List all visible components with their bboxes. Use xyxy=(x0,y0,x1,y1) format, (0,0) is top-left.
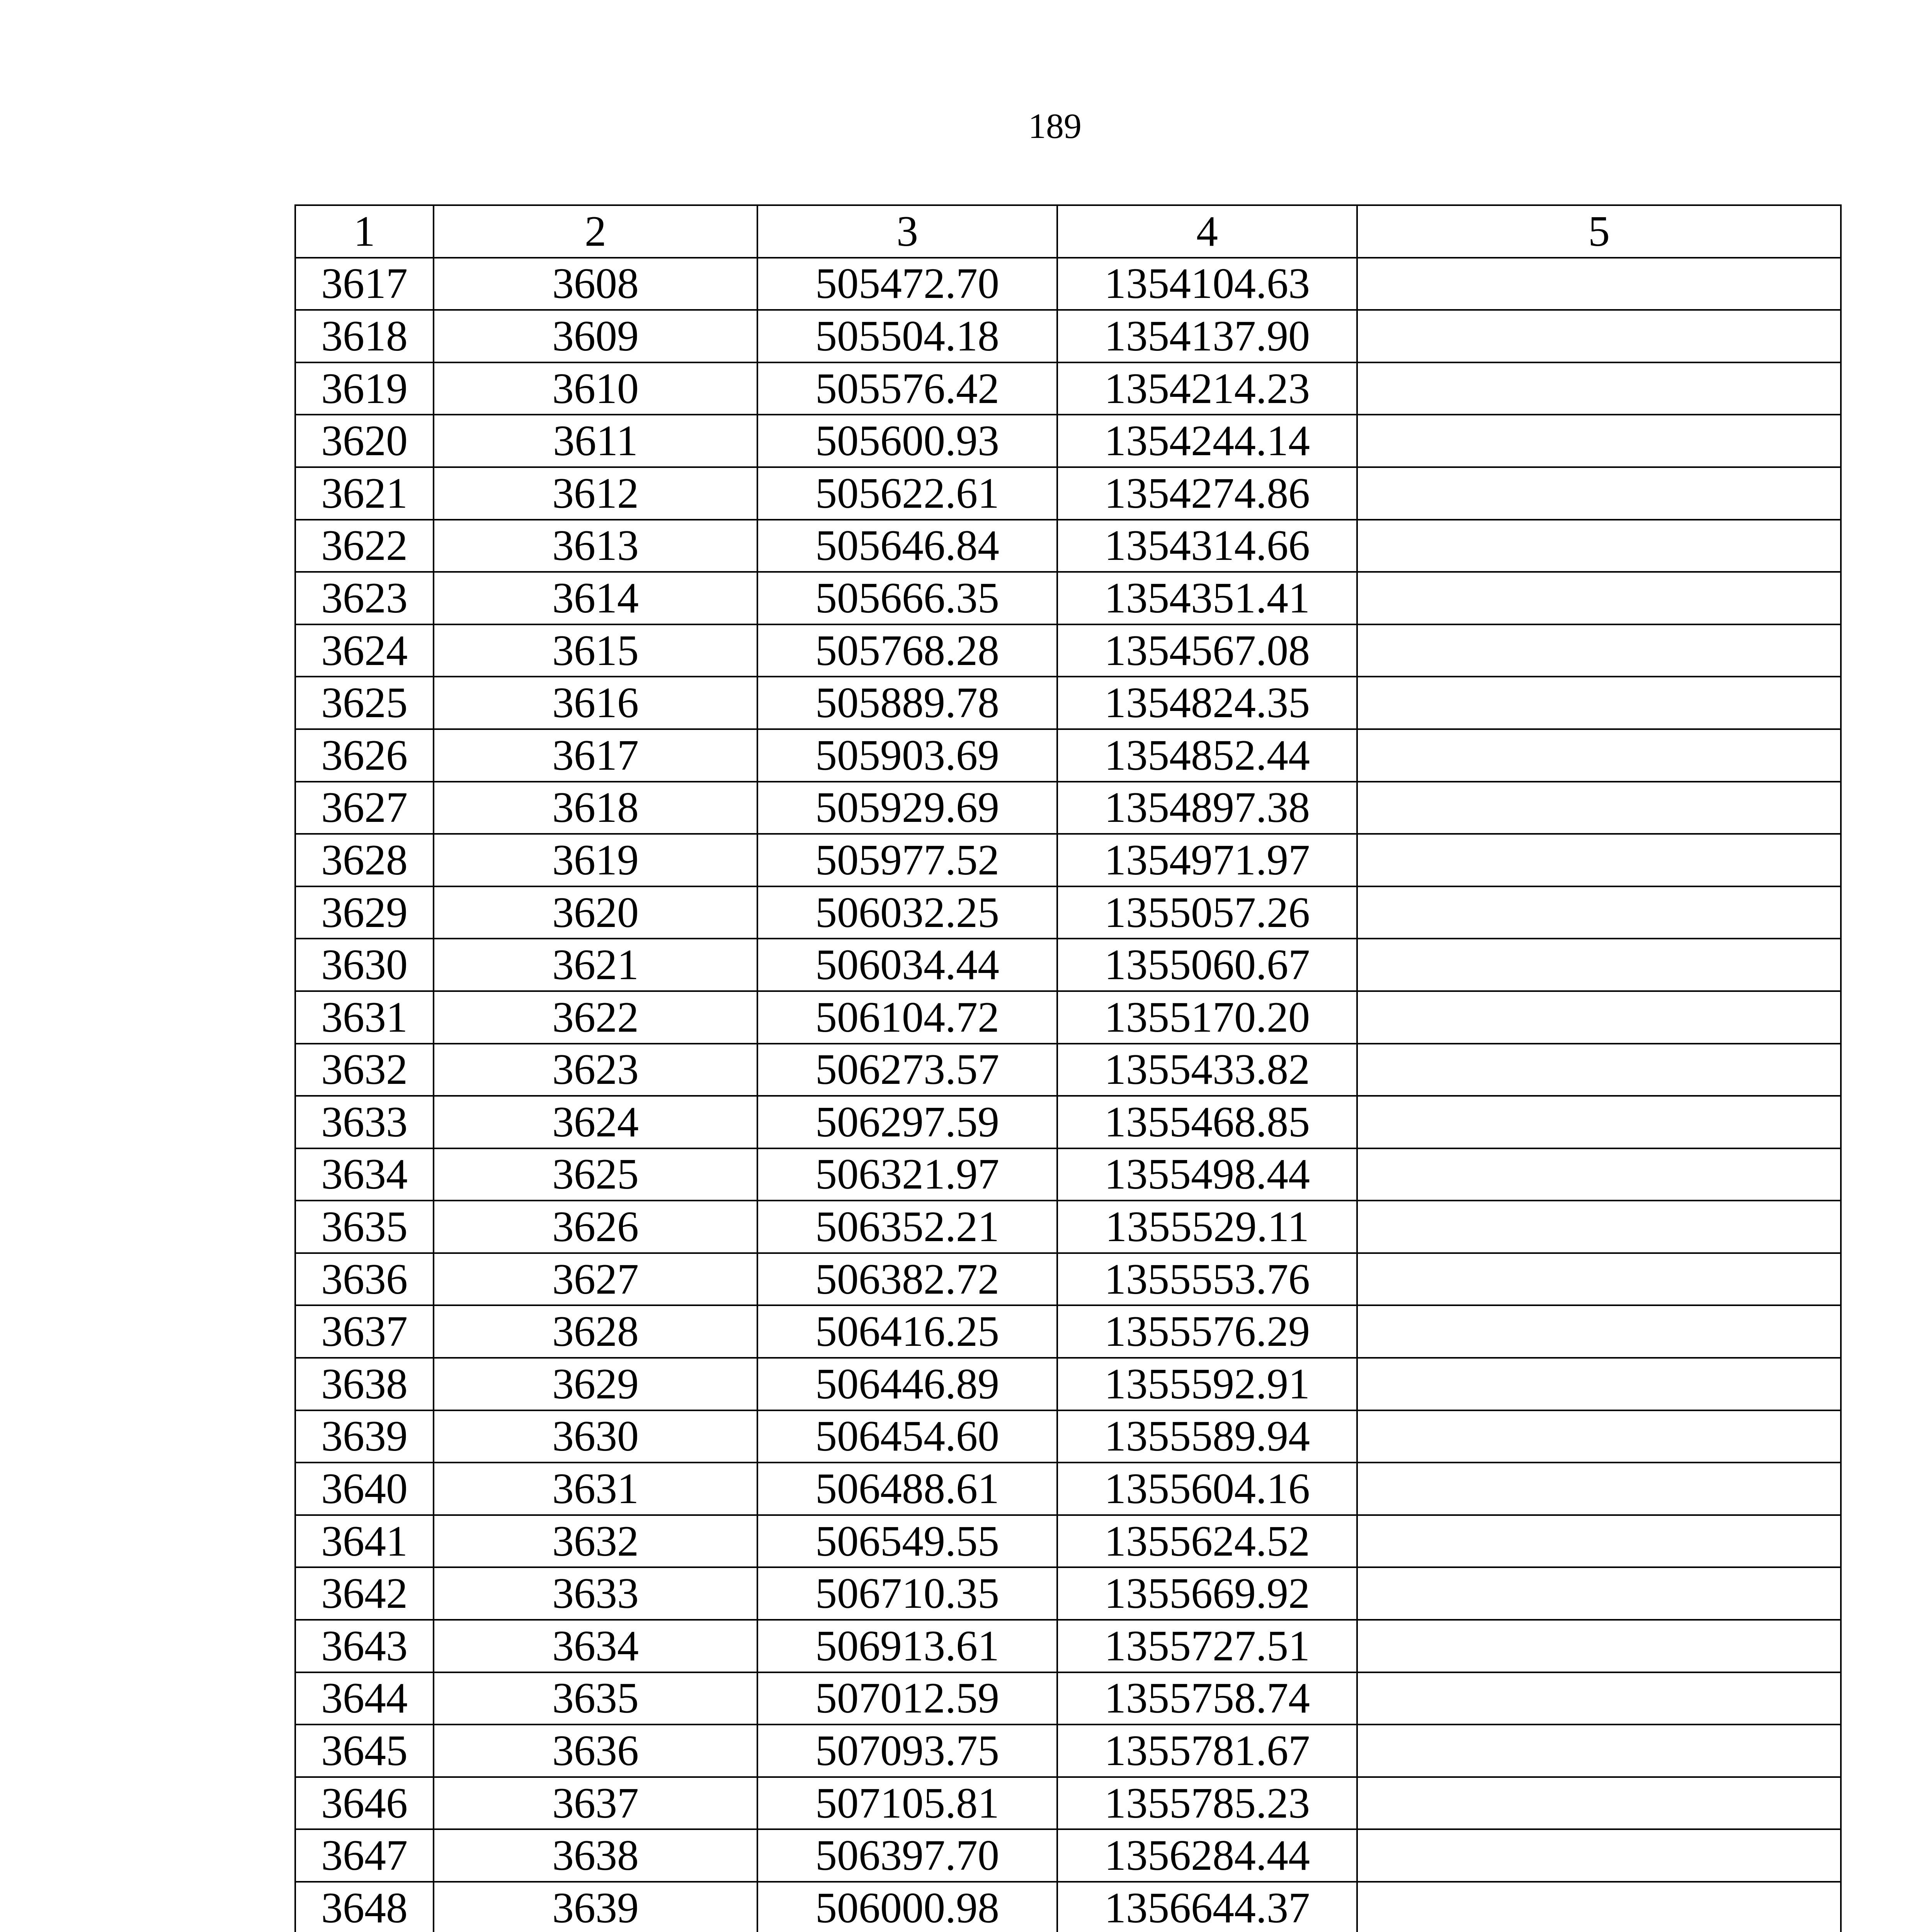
table-cell-col-5 xyxy=(1357,520,1841,572)
table-cell-col-1: 3617 xyxy=(295,258,434,310)
table-cell-col-5 xyxy=(1357,939,1841,991)
table-cell-col-5 xyxy=(1357,1829,1841,1882)
table-cell-col-5 xyxy=(1357,362,1841,415)
table-cell-col-4: 1354852.44 xyxy=(1057,729,1357,782)
table-cell-col-4: 1354971.97 xyxy=(1057,834,1357,886)
table-cell-col-4: 1356284.44 xyxy=(1057,1829,1357,1882)
table-cell-col-5 xyxy=(1357,467,1841,520)
table-cell-col-1: 3633 xyxy=(295,1096,434,1148)
table-cell-col-3: 506382.72 xyxy=(757,1253,1057,1306)
table-cell-col-4: 1354314.66 xyxy=(1057,520,1357,572)
table-cell-col-5 xyxy=(1357,1567,1841,1620)
table-cell-col-3: 506913.61 xyxy=(757,1620,1057,1672)
table-cell-col-4: 1355589.94 xyxy=(1057,1410,1357,1463)
table-row xyxy=(295,1305,1841,1358)
table-cell-col-5 xyxy=(1357,1515,1841,1568)
table-cell-col-4: 1355669.92 xyxy=(1057,1567,1357,1620)
table-cell-col-5 xyxy=(1357,1305,1841,1358)
table-cell-col-3: 506446.89 xyxy=(757,1358,1057,1410)
column-header-1: 1 xyxy=(295,205,434,258)
table-row xyxy=(295,1515,1841,1568)
table-cell-col-2: 3609 xyxy=(434,310,757,362)
table-cell-col-5 xyxy=(1357,991,1841,1044)
table-cell-col-4: 1355624.52 xyxy=(1057,1515,1357,1568)
table-row xyxy=(295,1253,1841,1306)
table-row xyxy=(295,1882,1841,1932)
table-cell-col-1: 3635 xyxy=(295,1201,434,1253)
table-cell-col-5 xyxy=(1357,729,1841,782)
table-row xyxy=(295,991,1841,1044)
table-cell-col-5 xyxy=(1357,1358,1841,1410)
table-cell-col-4: 1354897.38 xyxy=(1057,782,1357,834)
table-cell-col-3: 505646.84 xyxy=(757,520,1057,572)
table-cell-col-3: 506549.55 xyxy=(757,1515,1057,1568)
table-row xyxy=(295,1148,1841,1201)
table-row xyxy=(295,1725,1841,1777)
table-cell-col-4: 1354244.14 xyxy=(1057,415,1357,467)
table-row xyxy=(295,1567,1841,1620)
table-cell-col-5 xyxy=(1357,310,1841,362)
table-cell-col-2: 3636 xyxy=(434,1725,757,1777)
table-cell-col-2: 3638 xyxy=(434,1829,757,1882)
table-cell-col-1: 3638 xyxy=(295,1358,434,1410)
column-header-3: 3 xyxy=(757,205,1057,258)
table-cell-col-1: 3641 xyxy=(295,1515,434,1568)
table-row xyxy=(295,1096,1841,1148)
table-row xyxy=(295,1620,1841,1672)
table-cell-col-5 xyxy=(1357,1620,1841,1672)
table-cell-col-4: 1355592.91 xyxy=(1057,1358,1357,1410)
table-cell-col-2: 3630 xyxy=(434,1410,757,1463)
table-cell-col-4: 1355576.29 xyxy=(1057,1305,1357,1358)
table-cell-col-4: 1355060.67 xyxy=(1057,939,1357,991)
table-cell-col-5 xyxy=(1357,1201,1841,1253)
table-row xyxy=(295,1410,1841,1463)
table-cell-col-2: 3620 xyxy=(434,886,757,939)
table-cell-col-3: 505666.35 xyxy=(757,572,1057,624)
table-cell-col-1: 3645 xyxy=(295,1725,434,1777)
table-cell-col-4: 1354567.08 xyxy=(1057,624,1357,677)
coordinates-table xyxy=(294,204,1842,1932)
table-cell-col-3: 506352.21 xyxy=(757,1201,1057,1253)
table-cell-col-1: 3622 xyxy=(295,520,434,572)
table-cell-col-3: 506104.72 xyxy=(757,991,1057,1044)
table-cell-col-2: 3621 xyxy=(434,939,757,991)
table-row xyxy=(295,729,1841,782)
table-cell-col-2: 3618 xyxy=(434,782,757,834)
table-cell-col-5 xyxy=(1357,886,1841,939)
table-cell-col-2: 3634 xyxy=(434,1620,757,1672)
table-cell-col-2: 3624 xyxy=(434,1096,757,1148)
table-cell-col-2: 3614 xyxy=(434,572,757,624)
table-cell-col-2: 3626 xyxy=(434,1201,757,1253)
table-cell-col-3: 505600.93 xyxy=(757,415,1057,467)
table-cell-col-3: 506488.61 xyxy=(757,1463,1057,1515)
table-cell-col-1: 3632 xyxy=(295,1044,434,1096)
table-cell-col-1: 3620 xyxy=(295,415,434,467)
table-cell-col-5 xyxy=(1357,834,1841,886)
table-cell-col-1: 3642 xyxy=(295,1567,434,1620)
table-cell-col-1: 3621 xyxy=(295,467,434,520)
table-cell-col-1: 3623 xyxy=(295,572,434,624)
table-cell-col-2: 3628 xyxy=(434,1305,757,1358)
table-cell-col-2: 3635 xyxy=(434,1672,757,1725)
table-cell-col-3: 506273.57 xyxy=(757,1044,1057,1096)
table-cell-col-3: 505622.61 xyxy=(757,467,1057,520)
table-cell-col-1: 3618 xyxy=(295,310,434,362)
table-cell-col-2: 3619 xyxy=(434,834,757,886)
table-cell-col-3: 506321.97 xyxy=(757,1148,1057,1201)
table-cell-col-3: 507093.75 xyxy=(757,1725,1057,1777)
table-cell-col-2: 3622 xyxy=(434,991,757,1044)
table-cell-col-5 xyxy=(1357,1672,1841,1725)
table-cell-col-5 xyxy=(1357,624,1841,677)
table-cell-col-2: 3616 xyxy=(434,677,757,729)
table-cell-col-5 xyxy=(1357,258,1841,310)
table-cell-col-5 xyxy=(1357,782,1841,834)
table-cell-col-4: 1355433.82 xyxy=(1057,1044,1357,1096)
table-cell-col-4: 1354104.63 xyxy=(1057,258,1357,310)
table-cell-col-5 xyxy=(1357,572,1841,624)
table-cell-col-5 xyxy=(1357,1725,1841,1777)
table-cell-col-1: 3646 xyxy=(295,1777,434,1830)
table-cell-col-4: 1354351.41 xyxy=(1057,572,1357,624)
table-cell-col-1: 3643 xyxy=(295,1620,434,1672)
table-cell-col-1: 3625 xyxy=(295,677,434,729)
table-row xyxy=(295,415,1841,467)
table-cell-col-2: 3625 xyxy=(434,1148,757,1201)
table-cell-col-2: 3632 xyxy=(434,1515,757,1568)
table-cell-col-1: 3637 xyxy=(295,1305,434,1358)
table-cell-col-1: 3624 xyxy=(295,624,434,677)
table-cell-col-4: 1355498.44 xyxy=(1057,1148,1357,1201)
table-row xyxy=(295,1672,1841,1725)
table-cell-col-2: 3627 xyxy=(434,1253,757,1306)
table-row xyxy=(295,1044,1841,1096)
table-row xyxy=(295,520,1841,572)
table-cell-col-3: 507105.81 xyxy=(757,1777,1057,1830)
table-cell-col-3: 505977.52 xyxy=(757,834,1057,886)
table-cell-col-1: 3629 xyxy=(295,886,434,939)
column-header-2: 2 xyxy=(434,205,757,258)
table-cell-col-3: 506034.44 xyxy=(757,939,1057,991)
table-row xyxy=(295,624,1841,677)
table-cell-col-1: 3640 xyxy=(295,1463,434,1515)
table-cell-col-1: 3631 xyxy=(295,991,434,1044)
table-cell-col-1: 3630 xyxy=(295,939,434,991)
column-header-5: 5 xyxy=(1357,205,1841,258)
table-row xyxy=(295,1358,1841,1410)
table-cell-col-4: 1356644.37 xyxy=(1057,1882,1357,1932)
table-cell-col-5 xyxy=(1357,677,1841,729)
table-cell-col-2: 3633 xyxy=(434,1567,757,1620)
table-cell-col-3: 506297.59 xyxy=(757,1096,1057,1148)
table-cell-col-5 xyxy=(1357,1044,1841,1096)
table-cell-col-5 xyxy=(1357,415,1841,467)
table-cell-col-2: 3639 xyxy=(434,1882,757,1932)
table-row xyxy=(295,1829,1841,1882)
table-cell-col-2: 3623 xyxy=(434,1044,757,1096)
table-cell-col-2: 3611 xyxy=(434,415,757,467)
table-cell-col-1: 3636 xyxy=(295,1253,434,1306)
table-cell-col-4: 1355553.76 xyxy=(1057,1253,1357,1306)
table-row xyxy=(295,1201,1841,1253)
table-cell-col-3: 505472.70 xyxy=(757,258,1057,310)
page-number: 189 xyxy=(1028,106,1082,146)
table-row xyxy=(295,362,1841,415)
table-row xyxy=(295,886,1841,939)
table-cell-col-4: 1354824.35 xyxy=(1057,677,1357,729)
table-row xyxy=(295,258,1841,310)
table-row xyxy=(295,1463,1841,1515)
table-cell-col-2: 3615 xyxy=(434,624,757,677)
table-cell-col-2: 3637 xyxy=(434,1777,757,1830)
table-cell-col-4: 1354214.23 xyxy=(1057,362,1357,415)
table-cell-col-5 xyxy=(1357,1882,1841,1932)
table-cell-col-1: 3644 xyxy=(295,1672,434,1725)
table-cell-col-3: 505903.69 xyxy=(757,729,1057,782)
table-cell-col-3: 506000.98 xyxy=(757,1882,1057,1932)
table-cell-col-5 xyxy=(1357,1410,1841,1463)
table-cell-col-5 xyxy=(1357,1463,1841,1515)
table-row xyxy=(295,310,1841,362)
table-cell-col-4: 1355529.11 xyxy=(1057,1201,1357,1253)
table-cell-col-3: 505929.69 xyxy=(757,782,1057,834)
table-row xyxy=(295,572,1841,624)
table-cell-col-3: 505504.18 xyxy=(757,310,1057,362)
table-header-row xyxy=(295,205,1841,258)
table-cell-col-3: 506454.60 xyxy=(757,1410,1057,1463)
table-cell-col-1: 3628 xyxy=(295,834,434,886)
table-cell-col-4: 1355758.74 xyxy=(1057,1672,1357,1725)
table-cell-col-3: 506397.70 xyxy=(757,1829,1057,1882)
table-cell-col-2: 3608 xyxy=(434,258,757,310)
table-cell-col-2: 3612 xyxy=(434,467,757,520)
table-cell-col-1: 3619 xyxy=(295,362,434,415)
table-cell-col-5 xyxy=(1357,1777,1841,1830)
table-row xyxy=(295,1777,1841,1830)
table-row xyxy=(295,834,1841,886)
table-body xyxy=(295,258,1841,1932)
table-cell-col-3: 507012.59 xyxy=(757,1672,1057,1725)
table-cell-col-3: 506032.25 xyxy=(757,886,1057,939)
table-cell-col-5 xyxy=(1357,1148,1841,1201)
table-cell-col-4: 1355468.85 xyxy=(1057,1096,1357,1148)
table-cell-col-5 xyxy=(1357,1253,1841,1306)
table-cell-col-3: 505768.28 xyxy=(757,624,1057,677)
table-row xyxy=(295,782,1841,834)
table-row xyxy=(295,467,1841,520)
table-cell-col-1: 3627 xyxy=(295,782,434,834)
table-cell-col-2: 3629 xyxy=(434,1358,757,1410)
table-cell-col-4: 1355057.26 xyxy=(1057,886,1357,939)
table-cell-col-4: 1355727.51 xyxy=(1057,1620,1357,1672)
table-cell-col-4: 1355170.20 xyxy=(1057,991,1357,1044)
table-cell-col-3: 506416.25 xyxy=(757,1305,1057,1358)
table-cell-col-2: 3617 xyxy=(434,729,757,782)
table-cell-col-3: 505576.42 xyxy=(757,362,1057,415)
table-cell-col-3: 506710.35 xyxy=(757,1567,1057,1620)
table-cell-col-1: 3626 xyxy=(295,729,434,782)
table-cell-col-5 xyxy=(1357,1096,1841,1148)
table-cell-col-1: 3647 xyxy=(295,1829,434,1882)
table-cell-col-4: 1355604.16 xyxy=(1057,1463,1357,1515)
table-cell-col-4: 1354137.90 xyxy=(1057,310,1357,362)
table-row xyxy=(295,677,1841,729)
table-cell-col-4: 1355781.67 xyxy=(1057,1725,1357,1777)
table-cell-col-1: 3639 xyxy=(295,1410,434,1463)
table-cell-col-3: 505889.78 xyxy=(757,677,1057,729)
table-cell-col-2: 3610 xyxy=(434,362,757,415)
table-cell-col-2: 3613 xyxy=(434,520,757,572)
table-cell-col-4: 1354274.86 xyxy=(1057,467,1357,520)
table-cell-col-2: 3631 xyxy=(434,1463,757,1515)
column-header-4: 4 xyxy=(1057,205,1357,258)
table-cell-col-1: 3634 xyxy=(295,1148,434,1201)
table-cell-col-1: 3648 xyxy=(295,1882,434,1932)
table-cell-col-4: 1355785.23 xyxy=(1057,1777,1357,1830)
table-row xyxy=(295,939,1841,991)
